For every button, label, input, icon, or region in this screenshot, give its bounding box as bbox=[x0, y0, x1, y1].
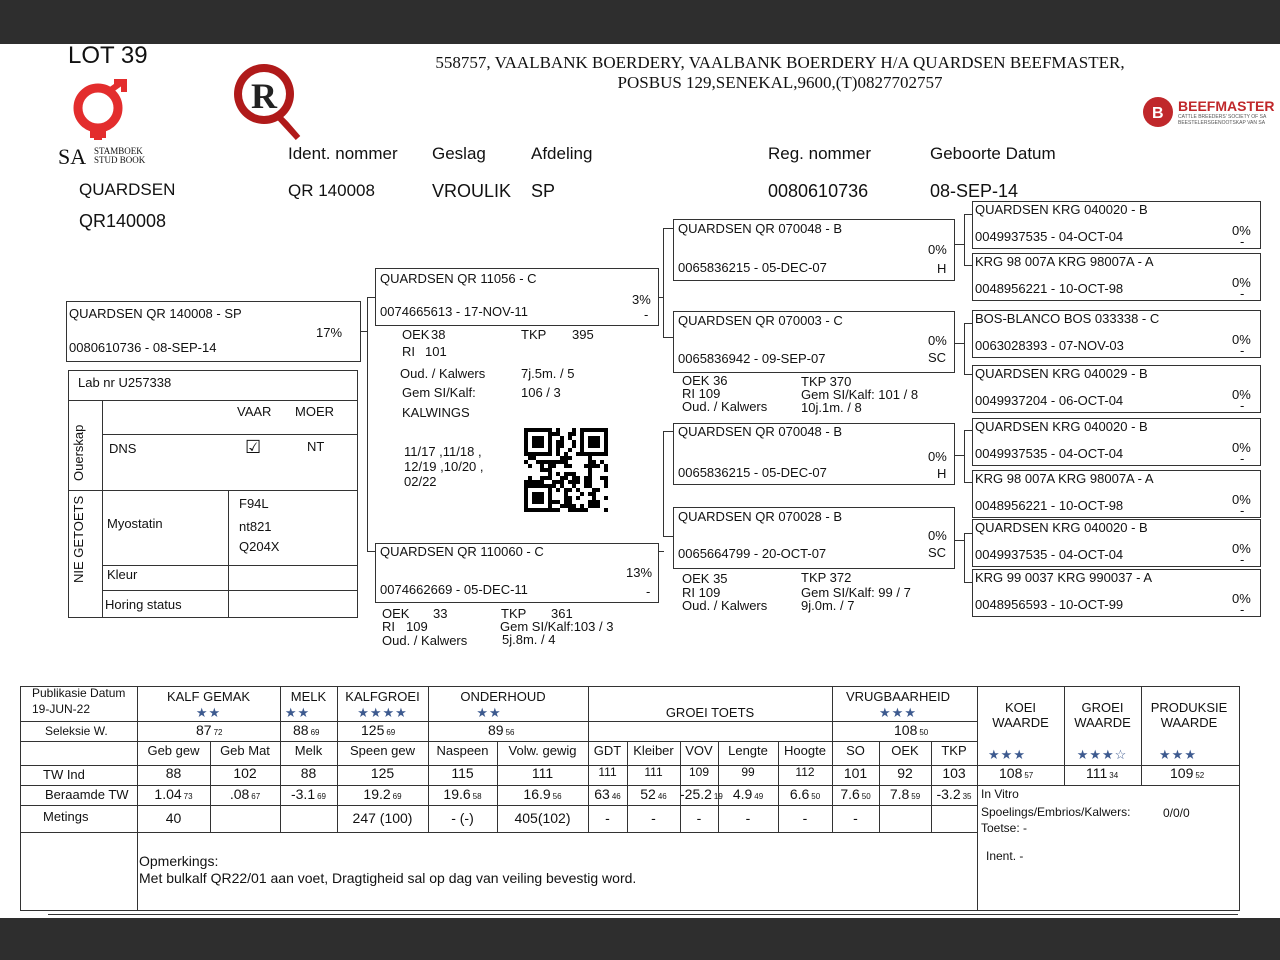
toetse-label: Toetse: - bbox=[981, 821, 1028, 835]
vaar-header: VAAR bbox=[237, 404, 272, 419]
seleksie-vrugbaarheid bbox=[894, 722, 928, 738]
owner-line2: POSBUS 129,SENEKAL,9600,(T)0827702757 bbox=[617, 73, 943, 92]
ggp-box bbox=[972, 201, 1261, 249]
kalf-gemak-header: KALF GEMAK bbox=[166, 689, 251, 704]
ggp-reg: 0048956221 - 10-OCT-98 bbox=[975, 281, 1124, 296]
ggp-reg: 0049937535 - 04-OCT-04 bbox=[975, 547, 1124, 562]
spoelings-value: 0/0/0 bbox=[1163, 806, 1190, 820]
lab-nr: Lab nr U257338 bbox=[78, 375, 172, 390]
koei-header-2: WAARDE bbox=[992, 715, 1049, 730]
gp-oud: 10j.1m. / 8 bbox=[801, 400, 862, 415]
beraamde-number: 1.04 bbox=[154, 786, 182, 802]
beraamde-number: -25.2 bbox=[680, 786, 712, 802]
gp-oek: OEK 36 bbox=[682, 373, 728, 388]
groei-waarde-header: GROEI bbox=[1081, 700, 1124, 715]
ggp-box bbox=[972, 365, 1261, 413]
metings-value: 247 (100) bbox=[352, 810, 413, 826]
dns-vaar-check-icon: ☑ bbox=[245, 437, 262, 457]
seleksie-onderhoud-value: 89 bbox=[488, 722, 504, 738]
dam-oud: 5j.8m. / 4 bbox=[502, 632, 556, 647]
dam-tkp: 361 bbox=[551, 606, 573, 621]
seleksie-label: Seleksie W. bbox=[45, 724, 108, 738]
kleur-label: Kleur bbox=[107, 567, 138, 582]
sire-dash: - bbox=[644, 307, 649, 322]
horing-label: Horing status bbox=[105, 597, 182, 612]
sire-pct: 3% bbox=[632, 292, 651, 307]
dam-oek: 33 bbox=[433, 606, 448, 621]
quardsen-logo-letter: R bbox=[251, 76, 277, 116]
column-header: Speen gew bbox=[349, 743, 416, 758]
beraamde-percentile: 58 bbox=[472, 792, 482, 801]
seleksie-kalf bbox=[196, 722, 222, 738]
beraamde-value bbox=[588, 786, 627, 802]
ggp-pct: 0% bbox=[1232, 440, 1251, 455]
ggp-pct: 0% bbox=[1232, 387, 1251, 402]
seleksie-vrugbaarheid-value: 108 bbox=[894, 722, 918, 738]
seleksie-onderhoud bbox=[488, 722, 514, 738]
ggp-name: QUARDSEN KRG 040020 - B bbox=[975, 202, 1148, 217]
produksie-header: PRODUKSIE bbox=[1150, 700, 1228, 715]
sire-box bbox=[375, 268, 659, 326]
ggp-reg: 0063028393 - 07-NOV-03 bbox=[975, 338, 1124, 353]
column-header: Geb gew bbox=[147, 743, 200, 758]
tw-value: 115 bbox=[451, 765, 474, 781]
beraamde-percentile: 50 bbox=[811, 792, 821, 801]
ggp-dash: - bbox=[1240, 234, 1245, 249]
column-header: TKP bbox=[941, 743, 967, 758]
in-vitro-label: In Vitro bbox=[981, 787, 1019, 801]
ggp-reg: 0049937535 - 04-OCT-04 bbox=[975, 446, 1124, 461]
kalwings-2: 12/19 ,10/20 , bbox=[404, 459, 484, 474]
gp-box bbox=[673, 311, 955, 373]
tw-value: 112 bbox=[795, 765, 815, 779]
self-pct: 17% bbox=[316, 325, 343, 340]
beraamde-value bbox=[718, 786, 778, 802]
groei-waarde-header-2: WAARDE bbox=[1074, 715, 1131, 730]
ggp-name: QUARDSEN KRG 040020 - B bbox=[975, 520, 1148, 535]
ggp-pct: 0% bbox=[1232, 223, 1251, 238]
metings-value: - bbox=[696, 810, 702, 826]
gp-ri: RI 109 bbox=[682, 386, 721, 401]
dam-name: QUARDSEN QR 110060 - C bbox=[380, 544, 544, 559]
dam-pct: 13% bbox=[626, 565, 653, 580]
myostatin-q204x: Q204X bbox=[239, 539, 280, 554]
beraamde-value bbox=[337, 786, 428, 802]
metings-value: - (-) bbox=[451, 810, 474, 826]
metings-value: 40 bbox=[165, 810, 182, 826]
myostatin-label: Myostatin bbox=[107, 516, 163, 531]
tw-koei-percentile: 57 bbox=[1024, 771, 1034, 780]
ggp-pct: 0% bbox=[1232, 492, 1251, 507]
seleksie-kalfgroei-value: 125 bbox=[361, 722, 385, 738]
gp-tag: H bbox=[937, 261, 947, 276]
tw-value: 103 bbox=[942, 765, 966, 781]
ggp-dash: - bbox=[1240, 286, 1245, 301]
ggp-reg: 0048956593 - 10-OCT-99 bbox=[975, 597, 1124, 612]
beraamde-value bbox=[428, 786, 497, 802]
ggp-box bbox=[972, 310, 1261, 358]
beraamde-percentile: 69 bbox=[317, 792, 327, 801]
gp-reg: 0065836215 - 05-DEC-07 bbox=[678, 465, 827, 480]
column-header: Melk bbox=[294, 743, 323, 758]
self-box bbox=[66, 301, 361, 362]
ggp-reg: 0048956221 - 10-OCT-98 bbox=[975, 498, 1124, 513]
animal-name: QUARDSEN bbox=[79, 180, 176, 199]
sire-gem: 106 / 3 bbox=[521, 385, 561, 400]
beraamde-percentile: 73 bbox=[183, 792, 193, 801]
tw-value: 88 bbox=[165, 765, 182, 781]
seleksie-kalfgroei bbox=[361, 722, 395, 738]
ggp-name: BOS-BLANCO BOS 033338 - C bbox=[975, 311, 1160, 326]
beraamde-value bbox=[832, 786, 879, 802]
column-header: VOV bbox=[685, 743, 713, 758]
opmerkings-text: Met bulkalf QR22/01 aan voet, Dragtigheid sal op dag van veiling bevestig word. bbox=[139, 870, 637, 886]
myostatin-nt821: nt821 bbox=[239, 519, 272, 534]
produksie-header-2: WAARDE bbox=[1160, 715, 1218, 730]
gp-box bbox=[673, 507, 955, 569]
ggp-reg: 0049937204 - 06-OCT-04 bbox=[975, 393, 1124, 408]
gp-name: QUARDSEN QR 070048 - B bbox=[678, 424, 843, 439]
sire-ri-label: RI bbox=[402, 344, 415, 359]
koei-stars-icon: ★★★ bbox=[988, 747, 1026, 762]
beraamde-percentile: 59 bbox=[911, 792, 921, 801]
sire-oek-label: OEK bbox=[402, 327, 430, 342]
tw-value: 102 bbox=[233, 765, 257, 781]
tw-produksie-value: 109 bbox=[1170, 765, 1194, 781]
self-reg: 0080610736 - 08-SEP-14 bbox=[69, 340, 217, 355]
tw-ind-label: TW Ind bbox=[43, 767, 85, 782]
sire-oek: 38 bbox=[431, 327, 446, 342]
top-bar bbox=[0, 0, 1280, 44]
koei-header: KOEI bbox=[1004, 700, 1037, 715]
gp-reg: 0065836942 - 09-SEP-07 bbox=[678, 351, 826, 366]
dam-oud-label: Oud. / Kalwers bbox=[382, 633, 468, 648]
sa-label: SA bbox=[58, 144, 87, 169]
beraamde-number: 4.9 bbox=[732, 786, 753, 802]
vrugbaarheid-stars-icon: ★★★ bbox=[879, 705, 917, 720]
nie-getoets-label: NIE GETOETS bbox=[71, 495, 86, 583]
dam-tkp-label: TKP bbox=[501, 606, 527, 621]
ggp-name: QUARDSEN KRG 040029 - B bbox=[975, 366, 1148, 381]
ouerskap-label: Ouerskap bbox=[71, 424, 86, 481]
dam-reg: 0074662669 - 05-DEC-11 bbox=[380, 582, 528, 597]
beraamde-value bbox=[778, 786, 832, 802]
tw-produksie bbox=[1170, 765, 1204, 781]
ggp-dash: - bbox=[1240, 343, 1245, 358]
self-name: QUARDSEN QR 140008 - SP bbox=[69, 306, 242, 321]
dam-ri-label: RI bbox=[382, 619, 395, 634]
beraamde-value bbox=[137, 786, 210, 802]
beraamde-value bbox=[280, 786, 337, 802]
beefmaster-sub1: CATTLE BREEDERS' SOCIETY OF SA bbox=[1178, 114, 1267, 120]
melk-header: MELK bbox=[290, 689, 327, 704]
kalfgroei-stars-icon: ★★★★ bbox=[357, 705, 408, 720]
ggp-box bbox=[972, 418, 1261, 466]
tw-groei-value: 111 bbox=[1086, 765, 1108, 781]
seleksie-kalf-value: 87 bbox=[196, 722, 212, 738]
tw-koei-value: 108 bbox=[999, 765, 1023, 781]
kalwings-1: 11/17 ,11/18 , bbox=[404, 444, 482, 459]
beraamde-label: Beraamde TW bbox=[45, 787, 129, 802]
gp-pct: 0% bbox=[928, 528, 947, 543]
dns-label: DNS bbox=[109, 441, 137, 456]
myostatin-f94l: F94L bbox=[239, 496, 269, 511]
tw-value: 111 bbox=[531, 765, 554, 781]
ggp-box bbox=[972, 253, 1261, 301]
metings-value: 405(102) bbox=[514, 810, 571, 826]
beraamde-number: 7.6 bbox=[840, 786, 860, 802]
beefmaster-logo-letter: B bbox=[1152, 105, 1164, 122]
gp-pct: 0% bbox=[928, 333, 947, 348]
beraamde-number: 19.6 bbox=[443, 786, 471, 802]
beraamde-percentile: 19 bbox=[713, 792, 723, 801]
ggp-name: KRG 99 0037 KRG 990037 - A bbox=[975, 570, 1153, 585]
beraamde-percentile: 69 bbox=[392, 792, 402, 801]
ggp-box bbox=[972, 519, 1261, 567]
beraamde-percentile: 35 bbox=[962, 792, 972, 801]
sire-name: QUARDSEN QR 11056 - C bbox=[380, 271, 537, 286]
beraamde-number: 16.9 bbox=[523, 786, 551, 802]
animal-afdeling: SP bbox=[531, 181, 556, 201]
beraamde-percentile: 46 bbox=[611, 792, 621, 801]
column-header: OEK bbox=[891, 743, 919, 758]
sire-oud-label: Oud. / Kalwers bbox=[400, 366, 486, 381]
ggp-dash: - bbox=[1240, 398, 1245, 413]
groei-toets-header: GROEI TOETS bbox=[665, 705, 755, 720]
qr-code-icon bbox=[524, 428, 608, 512]
gp-box bbox=[673, 219, 955, 281]
kalwings-3: 02/22 bbox=[404, 474, 437, 489]
onderhoud-header: ONDERHOUD bbox=[460, 689, 546, 704]
ggp-name: KRG 98 007A KRG 98007A - A bbox=[975, 471, 1154, 486]
ggp-pct: 0% bbox=[1232, 541, 1251, 556]
column-header: Volw. gewig bbox=[508, 743, 577, 758]
tw-groei bbox=[1086, 765, 1118, 781]
ggp-pct: 0% bbox=[1232, 591, 1251, 606]
gp-tag: H bbox=[937, 466, 947, 481]
beraamde-number: 19.2 bbox=[363, 786, 391, 802]
seleksie-onderhoud-percentile: 56 bbox=[505, 728, 515, 737]
tw-value: 101 bbox=[843, 765, 868, 781]
gp-name: QUARDSEN QR 070028 - B bbox=[678, 509, 843, 524]
opmerkings-label: Opmerkings: bbox=[139, 853, 219, 869]
kalfgroei-header: KALFGROEI bbox=[345, 689, 420, 704]
seleksie-kalf-percentile: 72 bbox=[213, 728, 223, 737]
lab-box bbox=[68, 370, 358, 618]
owner-line1: 558757, VAALBANK BOERDERY, VAALBANK BOERDERY H/A QUARDSEN BEEFMASTER, bbox=[435, 53, 1125, 72]
beraamde-percentile: 46 bbox=[657, 792, 667, 801]
beraamde-number: 7.8 bbox=[889, 786, 910, 802]
dam-dash: - bbox=[646, 584, 651, 599]
sire-tkp-label: TKP bbox=[521, 327, 547, 342]
metings-value: - bbox=[745, 810, 751, 826]
tw-value: 125 bbox=[370, 765, 395, 781]
tw-value: 111 bbox=[598, 765, 617, 779]
gp-gem: Gem SI/Kalf: 101 / 8 bbox=[801, 387, 919, 402]
geslag-header: Geslag bbox=[432, 144, 486, 163]
ggp-name: KRG 98 007A KRG 98007A - A bbox=[975, 254, 1154, 269]
sire-reg: 0074665613 - 17-NOV-11 bbox=[380, 304, 528, 319]
tw-produksie-percentile: 52 bbox=[1195, 771, 1205, 780]
column-header: Geb Mat bbox=[220, 743, 270, 758]
gp-oud-label: Oud. / Kalwers bbox=[682, 399, 768, 414]
spoelings-label: Spoelings/Embrios/Kalwers: bbox=[981, 805, 1131, 819]
sa-studbook-logo bbox=[68, 78, 132, 144]
gp-name: QUARDSEN QR 070048 - B bbox=[678, 221, 843, 236]
tw-groei-percentile: 34 bbox=[1109, 771, 1119, 780]
seleksie-melk-value: 88 bbox=[293, 722, 309, 738]
column-header: Hoogte bbox=[784, 743, 826, 758]
column-header: GDT bbox=[593, 743, 622, 758]
sire-tkp: 395 bbox=[572, 327, 594, 342]
ident-header: Ident. nommer bbox=[288, 144, 398, 163]
seleksie-kalfgroei-percentile: 69 bbox=[386, 728, 396, 737]
dam-oek-label: OEK bbox=[382, 606, 410, 621]
gp-ri: RI 109 bbox=[682, 585, 721, 600]
publikasie-label: Publikasie Datum bbox=[32, 686, 126, 700]
melk-stars-icon: ★★ bbox=[284, 705, 311, 720]
dam-box bbox=[375, 543, 659, 603]
beefmaster-sub2: BEESTELERSGENOOTSKAP VAN SA bbox=[1178, 120, 1266, 126]
beraamde-value bbox=[627, 786, 680, 802]
ggp-dash: - bbox=[1240, 503, 1245, 518]
gp-tkp: TKP 372 bbox=[801, 570, 852, 585]
beraamde-percentile: 50 bbox=[861, 792, 871, 801]
tw-value: 92 bbox=[897, 765, 913, 781]
column-header: SO bbox=[846, 743, 865, 758]
metings-value: - bbox=[802, 810, 808, 826]
lot-number: LOT 39 bbox=[68, 42, 148, 69]
inent-label: Inent. - bbox=[986, 849, 1024, 863]
ggp-box bbox=[972, 569, 1261, 617]
gp-pct: 0% bbox=[928, 449, 947, 464]
bottom-bar bbox=[0, 918, 1280, 960]
gp-reg: 0065836215 - 05-DEC-07 bbox=[678, 260, 827, 275]
ggp-dash: - bbox=[1240, 451, 1245, 466]
beraamde-value bbox=[680, 786, 723, 802]
column-header: Kleiber bbox=[633, 743, 674, 758]
tw-koei bbox=[999, 765, 1033, 781]
beraamde-percentile: 67 bbox=[251, 792, 261, 801]
geboorte-header: Geboorte Datum bbox=[930, 144, 1056, 163]
ggp-name: QUARDSEN KRG 040020 - B bbox=[975, 419, 1148, 434]
gp-reg: 0065664799 - 20-OCT-07 bbox=[678, 546, 827, 561]
vrugbaarheid-header: VRUGBAARHEID bbox=[845, 689, 951, 704]
stamboek-label: STAMBOEK bbox=[94, 146, 143, 156]
column-header: Lengte bbox=[728, 743, 768, 758]
ggp-pct: 0% bbox=[1232, 332, 1251, 347]
gp-pct: 0% bbox=[928, 242, 947, 257]
seleksie-melk bbox=[293, 722, 319, 738]
beraamde-number: .08 bbox=[229, 786, 250, 802]
animal-reg: 0080610736 bbox=[768, 181, 869, 201]
onderhoud-stars-icon: ★★ bbox=[476, 705, 502, 720]
sire-gem-label: Gem SI/Kalf: bbox=[402, 385, 476, 400]
seleksie-melk-percentile: 69 bbox=[310, 728, 320, 737]
beraamde-number: -3.1 bbox=[290, 786, 316, 802]
column-header: Naspeen bbox=[436, 743, 489, 758]
metings-value: - bbox=[651, 810, 656, 826]
dns-moer: NT bbox=[307, 439, 325, 454]
publikasie-date: 19-JUN-22 bbox=[32, 702, 91, 716]
beraamde-value bbox=[931, 786, 977, 802]
groei-stars-icon: ★★★☆ bbox=[1076, 747, 1128, 762]
beraamde-value bbox=[210, 786, 280, 802]
moer-header: MOER bbox=[295, 404, 334, 419]
sire-ri: 101 bbox=[425, 344, 447, 359]
metings-value: - bbox=[605, 810, 610, 826]
animal-geslag: VROULIK bbox=[432, 181, 512, 201]
studbook-label: STUD BOOK bbox=[94, 155, 146, 165]
sire-oud: 7j.5m. / 5 bbox=[521, 366, 575, 381]
animal-geboorte: 08-SEP-14 bbox=[930, 181, 1019, 201]
animal-code: QR140008 bbox=[79, 211, 167, 231]
reg-header: Reg. nommer bbox=[768, 144, 871, 163]
kalwings-label: KALWINGS bbox=[402, 405, 470, 420]
gp-oud: 9j.0m. / 7 bbox=[801, 598, 855, 613]
tw-value: 111 bbox=[644, 765, 663, 779]
quardsen-logo bbox=[226, 54, 310, 144]
ggp-reg: 0049937535 - 04-OCT-04 bbox=[975, 229, 1124, 244]
animal-ident: QR 140008 bbox=[288, 181, 375, 200]
beraamde-percentile: 49 bbox=[754, 792, 764, 801]
tw-value: 99 bbox=[741, 765, 755, 779]
ggp-dash: - bbox=[1240, 552, 1245, 567]
beefmaster-logo-icon bbox=[1142, 96, 1176, 130]
beraamde-value bbox=[497, 786, 588, 802]
dam-gem: Gem SI/Kalf:103 / 3 bbox=[500, 619, 614, 634]
gp-oud-label: Oud. / Kalwers bbox=[682, 598, 768, 613]
gp-oek: OEK 35 bbox=[682, 571, 728, 586]
metings-label: Metings bbox=[43, 809, 89, 824]
ggp-box bbox=[972, 470, 1261, 518]
beefmaster-name: BEEFMASTER bbox=[1178, 98, 1275, 114]
seleksie-vrugbaarheid-percentile: 50 bbox=[919, 728, 929, 737]
gp-tkp: TKP 370 bbox=[801, 374, 852, 389]
dam-ri: 109 bbox=[406, 619, 428, 634]
afdeling-header: Afdeling bbox=[531, 144, 593, 163]
beraamde-number: 63 bbox=[594, 786, 610, 802]
beraamde-number: 52 bbox=[640, 786, 656, 802]
gp-tag: SC bbox=[928, 545, 947, 560]
gp-name: QUARDSEN QR 070003 - C bbox=[678, 313, 843, 328]
beraamde-percentile: 56 bbox=[552, 792, 562, 801]
beraamde-value bbox=[879, 786, 931, 802]
produksie-stars-icon: ★★★ bbox=[1159, 747, 1197, 762]
gp-tag: SC bbox=[928, 350, 947, 365]
kalf-gemak-stars-icon: ★★ bbox=[195, 705, 222, 720]
beraamde-number: 6.6 bbox=[789, 786, 810, 802]
gp-box bbox=[673, 423, 955, 485]
gp-gem: Gem SI/Kalf: 99 / 7 bbox=[801, 585, 911, 600]
metings-value: - bbox=[853, 810, 858, 826]
tw-value: 88 bbox=[300, 765, 317, 781]
beraamde-number: -3.2 bbox=[936, 786, 961, 802]
ggp-pct: 0% bbox=[1232, 275, 1251, 290]
ggp-dash: - bbox=[1240, 602, 1245, 617]
tw-value: 109 bbox=[688, 765, 710, 779]
